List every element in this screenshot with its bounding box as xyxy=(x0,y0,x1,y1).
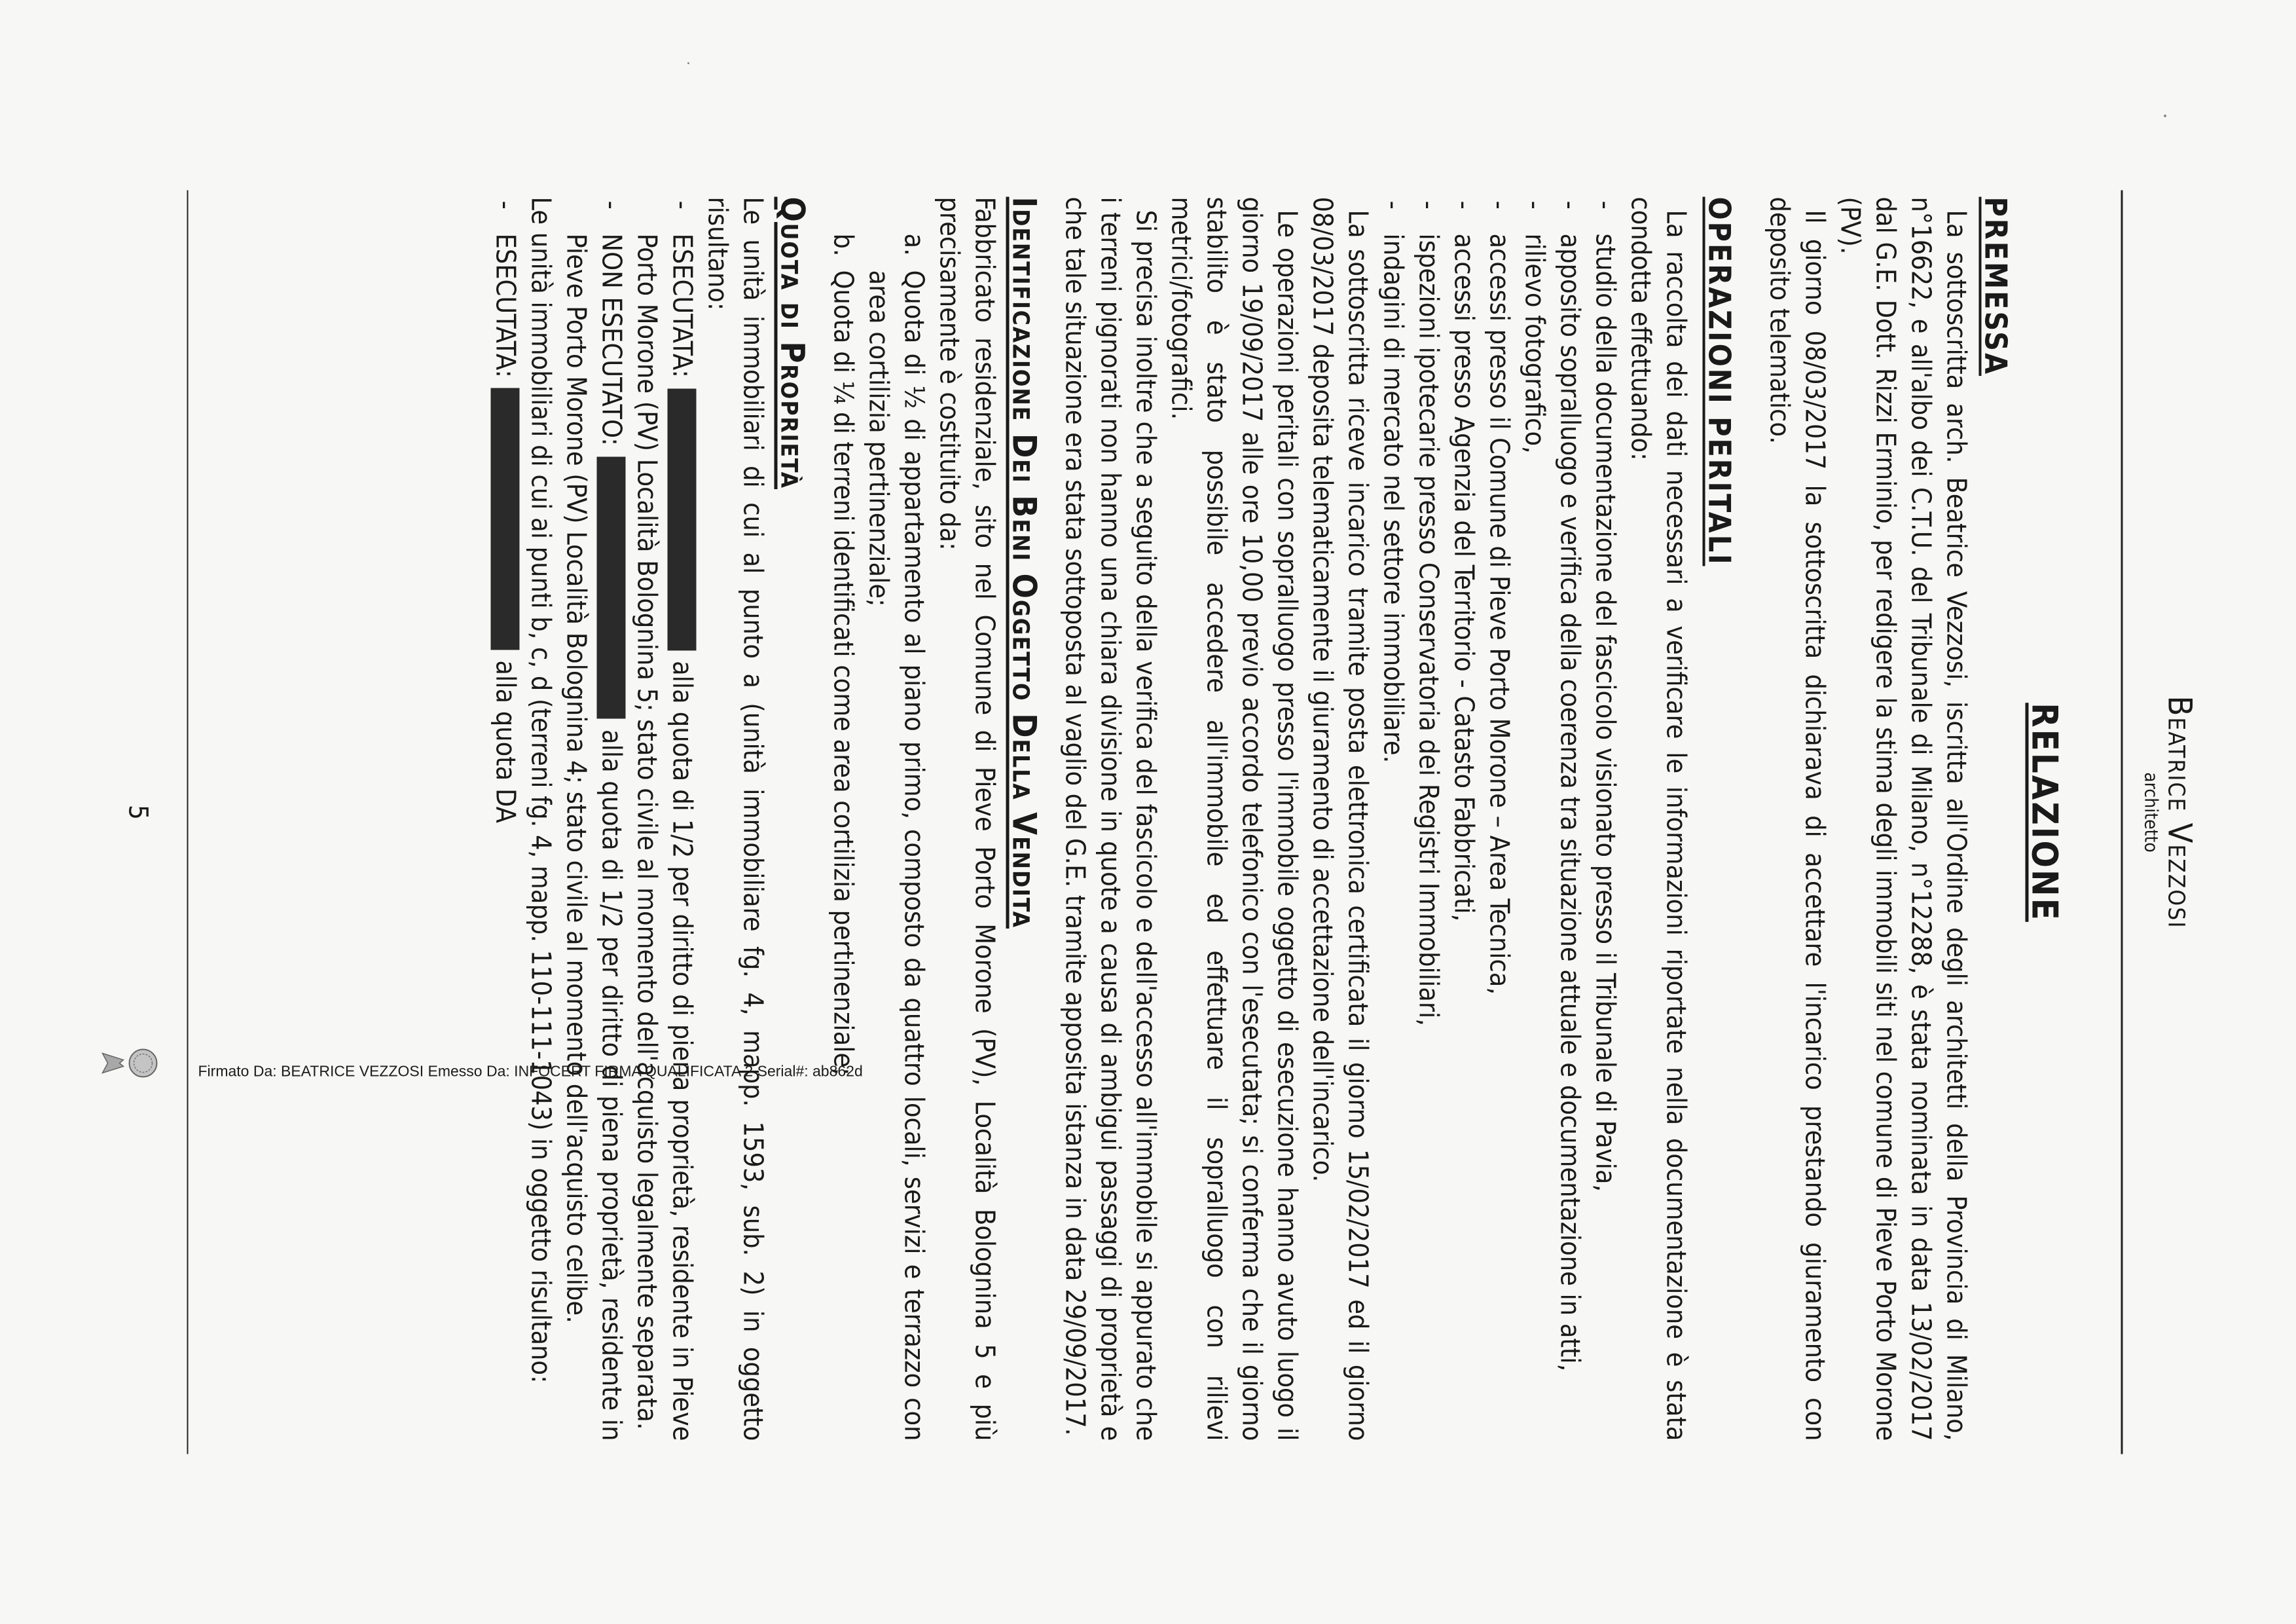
identificazione-list xyxy=(826,196,932,1441)
list-item: - indagini di mercato nel settore immobiliare. xyxy=(1376,196,1411,1441)
seal-ribbon-icon xyxy=(100,1048,172,1078)
owner-text: alla quota di 1/2 per diritto di piena proprietà, residente in Pieve Porto Morone (PV) Località Bolognina 5; stato civile al momento dell'acquisto legalmente separata. xyxy=(631,233,698,1441)
premessa-paragraph: La sottoscritta arch. Beatrice Vezzosi, iscritta all'Ordine degli architetti della Provincia di Milano, n°16622, e all'albo dei C.T.U. del Tribunale di Milano, n°12288, è stata nominata in data 13/02/2017 dal G.E. Dott. Rizzi Erminio, per redigere la stima degli immobili siti nel comune di Pieve Porto Morone (PV). xyxy=(1834,196,1972,1441)
author-name: Beatrice Vezzosi xyxy=(2160,695,2198,929)
section-heading-identificazione: Identificazione Dei Beni Oggetto Della Vendita xyxy=(1005,196,1043,929)
list-item: - studio della documentazione del fascicolo visionato presso il Tribunale di Pavia, xyxy=(1588,196,1623,1441)
digital-signature-stamp xyxy=(100,1048,863,1079)
redaction-bar xyxy=(596,456,625,718)
section-heading-quota: Quota di Proprietà xyxy=(773,196,811,489)
redaction-bar xyxy=(490,388,519,650)
scan-speck xyxy=(2164,115,2166,117)
list-item: - apposito sopralluogo e verifica della coerenza tra situazione attuale e documentazione in atti, xyxy=(1552,196,1588,1441)
document-title: RELAZIONE xyxy=(2024,702,2065,922)
list-item-text: Quota di ½ di appartamento al piano primo, composto da quattro locali, servizi e terrazzo con area cortilizia pertinenziale; xyxy=(863,270,930,1441)
operazioni-intro: La raccolta dei dati necessari a verificare le informazioni riportate nella documentazione è stata condotta effettuando: xyxy=(1625,196,1692,1441)
list-item xyxy=(488,196,523,1441)
quota-list xyxy=(558,196,700,1441)
list-item: - accessi presso Agenzia del Territorio - Catasto Fabbricati, xyxy=(1446,196,1482,1441)
list-item: - accessi presso il Comune di Pieve Porto Morone – Area Tecnica, xyxy=(1482,196,1517,1441)
operazioni-paragraph: Si precisa inoltre che a seguito della verifica del fascicolo e dell'accesso all'immobile si appurato che i terreni pignorati non hanno una chiara divisione in quote a causa di ambigui passaggi di proprietà e che tale situazione era stata sottoposta al vaglio del G.E. tramite apposita istanza in data 29/09/2017. xyxy=(1059,196,1161,1441)
page-number: 5 xyxy=(122,804,153,820)
quota-intro: Le unità immobiliari di cui al punto a (unità immobiliare fg. 4, mapp. 1593, sub. 2) in oggetto risultano: xyxy=(702,196,769,1441)
operazioni-paragraph: Le operazioni peritali con sopralluogo presso l'immobile oggetto di esecuzione hanno avuto luogo il giorno 19/09/2017 alle ore 10,00 previo accordo telefonico con l'esecutata; si conferma che il giorno stabilito è stato possibile accedere all'immobile ed effettuare il sopralluogo con rilievi metrici/fotografici. xyxy=(1165,196,1303,1441)
list-item xyxy=(558,196,629,1441)
owner-text: alla quota di 1/2 per diritto di piena proprietà, residente in Pieve Porto Morone (PV) Località Bolognina 4; stato civile al momento dell'acquisto celibe. xyxy=(560,233,627,1441)
owner-label: NON ESECUTATO: xyxy=(596,233,627,446)
list-item xyxy=(826,233,861,1441)
document-body xyxy=(488,196,2014,1441)
list-item: - rilievo fotografico, xyxy=(1517,196,1552,1441)
footer-divider xyxy=(187,190,188,1454)
operazioni-paragraph: La sottoscritta riceve incarico tramite posta elettronica certificata il giorno 15/02/2017 ed il giorno 08/03/2017 deposita telematicamente il giuramento di accettazione dell'incarico. xyxy=(1307,196,1374,1441)
list-item xyxy=(861,233,932,1441)
quota-intro-2: Le unità immobiliari di cui ai punti b, c, d (terreni fg. 4, mapp. 110-111-1043) in oggetto risultano: xyxy=(525,196,556,1383)
list-marker: a. xyxy=(898,233,930,256)
owner-label: ESECUTATA: xyxy=(666,233,698,378)
quota-list-2 xyxy=(488,196,523,1441)
author-profession: architetto xyxy=(2140,771,2162,853)
signature-text: Firmato Da: BEATRICE VEZZOSI Emesso Da: INFOCERT FIRMA QUALIFICATA 2 Serial#: ab862d xyxy=(198,1062,863,1079)
scan-speck xyxy=(687,62,689,64)
identificazione-intro: Fabbricato residenziale, sito nel Comune di Pieve Porto Morone (PV), Località Bolognina 5 e più precisamente è costituito da: xyxy=(934,196,1000,1441)
section-heading-premessa: PREMESSA xyxy=(1978,196,2013,376)
operazioni-list xyxy=(1376,196,1623,1441)
premessa-paragraph: Il giorno 08/03/2017 la sottoscritta dichiarava di accettare l'incarico prestando giuramento con deposito telematico. xyxy=(1764,196,1831,1441)
list-item: - ispezioni ipotecarie presso Conservatoria dei Registri Immobiliari, xyxy=(1411,196,1446,1441)
list-marker: b. xyxy=(828,233,859,257)
owner-text: alla quota DA xyxy=(490,659,521,823)
owner-label: ESECUTATA: xyxy=(490,233,521,378)
header-divider xyxy=(2121,190,2123,1454)
list-item-text: Quota di ¼ di terreni identificati come area cortilizia pertinenziale; xyxy=(828,270,859,1076)
list-item xyxy=(629,196,700,1441)
redaction-bar xyxy=(667,388,696,650)
section-heading-operazioni: OPERAZIONI PERITALI xyxy=(1702,196,1737,566)
